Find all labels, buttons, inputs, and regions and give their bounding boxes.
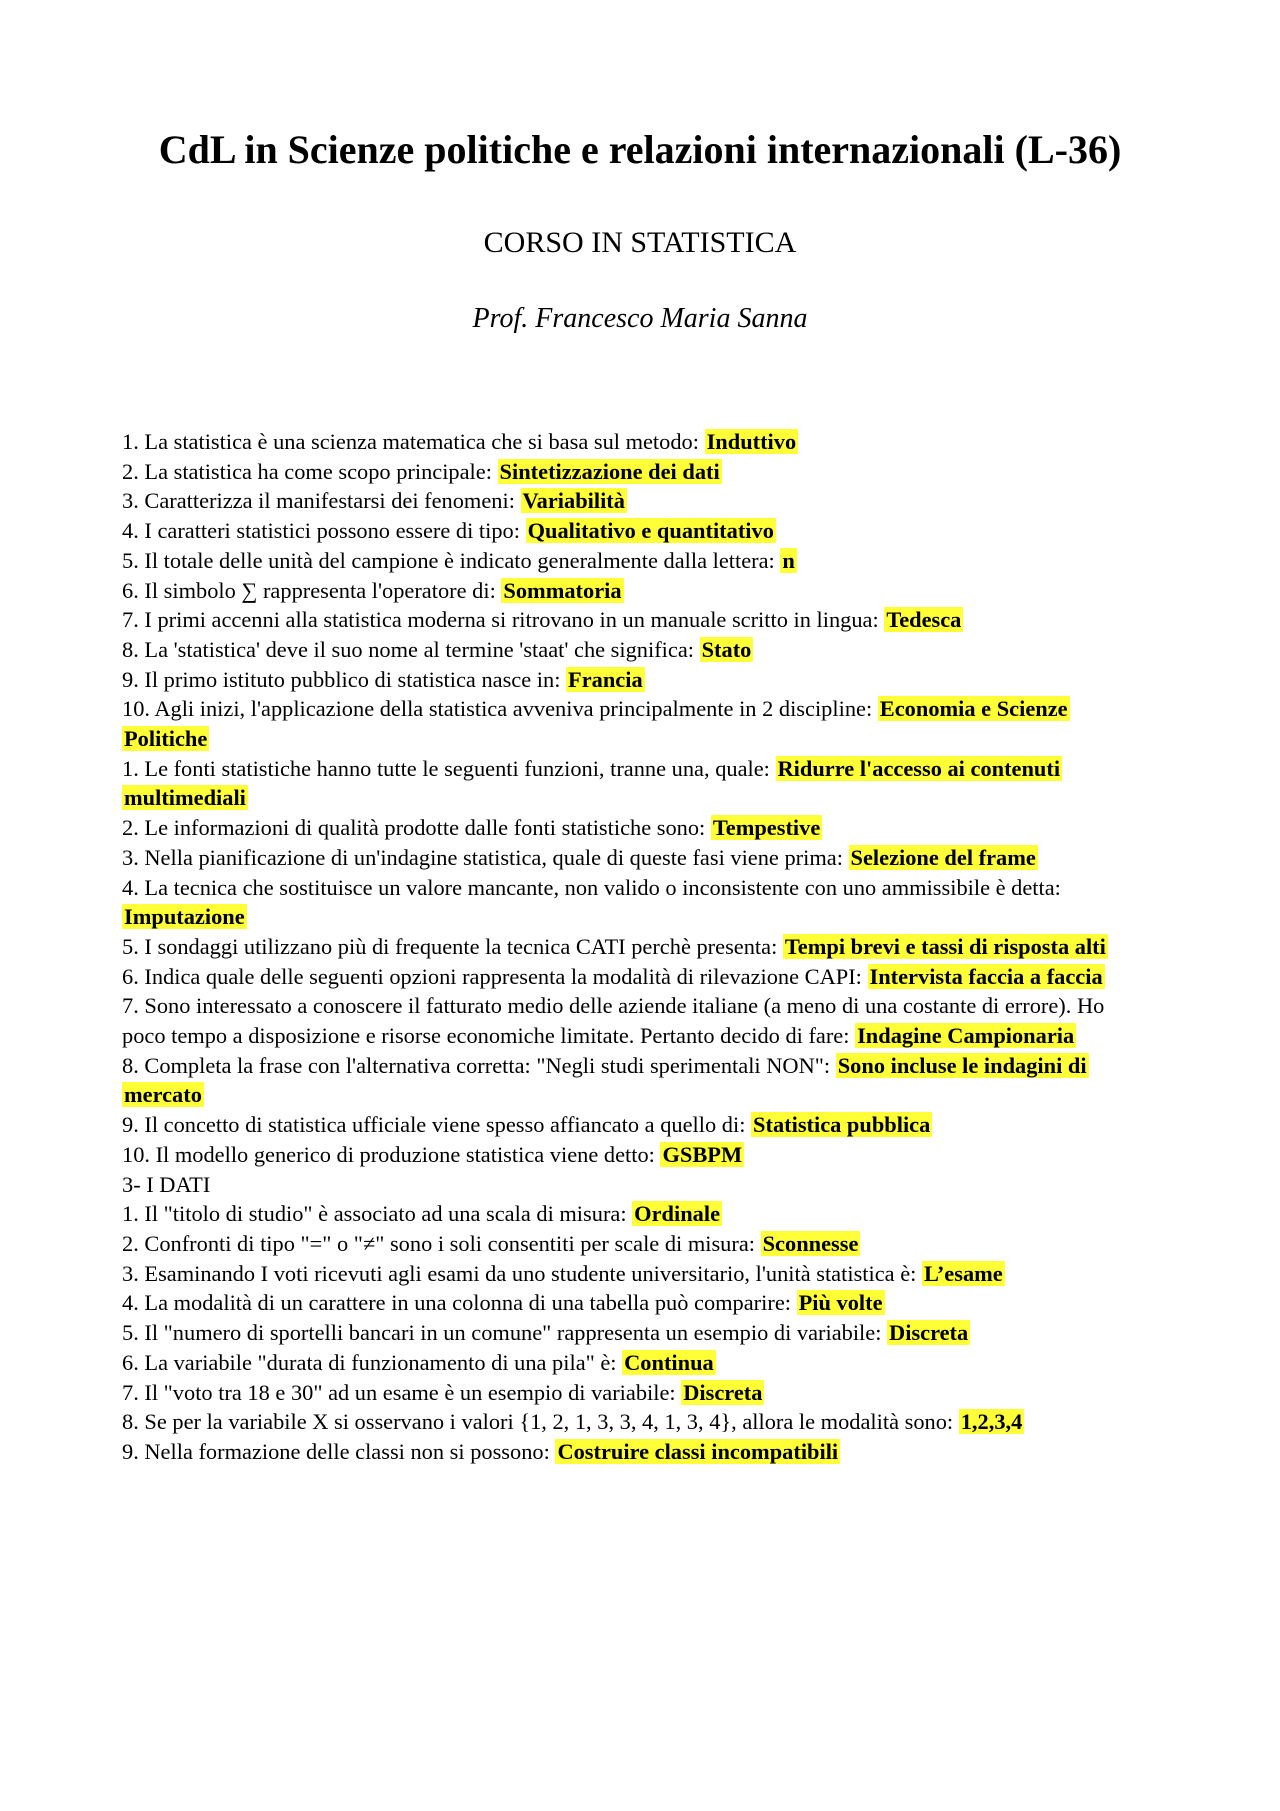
qa-item	[122, 1318, 1132, 1348]
answer-highlight: Intervista faccia a faccia	[869, 963, 1103, 989]
answer-highlight: Imputazione	[124, 904, 245, 930]
question-text: 7. I primi accenni alla statistica moderna si ritrovano in un manuale scritto in lingua:	[122, 607, 879, 633]
answer-highlight: L’esame	[923, 1260, 1003, 1286]
answer-highlight: Sono incluse le indagini di mercato	[124, 1052, 1087, 1108]
answer-highlight: Discreta	[889, 1320, 969, 1346]
question-text: 4. La modalità di un carattere in una colonna di una tabella può comparire:	[122, 1290, 791, 1316]
question-text: 1. Il "titolo di studio" è associato ad una scala di misura:	[122, 1201, 627, 1227]
answer-highlight: Tempi brevi e tassi di risposta alti	[784, 933, 1106, 959]
question-text: 6. Indica quale delle seguenti opzioni rappresenta la modalità di rilevazione CAPI:	[122, 963, 862, 989]
answer-highlight: Più volte	[798, 1290, 883, 1316]
answer-highlight: Sconnesse	[762, 1230, 859, 1256]
question-text: 9. Il concetto di statistica ufficiale viene spesso affiancato a quello di:	[122, 1112, 746, 1138]
answer-highlight: Variabilità	[522, 488, 625, 514]
qa-item	[122, 932, 1132, 962]
qa-item	[122, 1259, 1132, 1289]
question-text: 7. Il "voto tra 18 e 30" ad un esame è un esempio di variabile:	[122, 1379, 676, 1405]
question-text: 10. Agli inizi, l'applicazione della statistica avveniva principalmente in 2 discipline:	[122, 696, 873, 722]
qa-item	[122, 546, 1132, 576]
answer-highlight: Selezione del frame	[850, 844, 1036, 870]
qa-item	[122, 605, 1132, 635]
answer-highlight: GSBPM	[662, 1141, 743, 1167]
qa-item	[122, 813, 1132, 843]
answer-highlight: Ridurre l'accesso ai contenuti multimediali	[124, 755, 1061, 811]
question-text: 5. I sondaggi utilizzano più di frequente la tecnica CATI perchè presenta:	[122, 933, 778, 959]
question-text: 4. I caratteri statistici possono essere di tipo:	[122, 518, 520, 544]
question-text: 4. La tecnica che sostituisce un valore mancante, non valido o inconsistente con uno ammissibile è detta:	[122, 874, 1061, 900]
answer-highlight: n	[782, 547, 795, 573]
qa-item	[122, 843, 1132, 873]
answer-highlight: 1,2,3,4	[960, 1409, 1023, 1435]
qa-item	[122, 427, 1132, 457]
question-text: 1. La statistica è una scienza matematica che si basa sul metodo:	[122, 429, 699, 454]
qa-item	[122, 576, 1132, 606]
qa-item	[122, 1140, 1132, 1170]
qa-item	[122, 486, 1132, 516]
qa-item	[122, 962, 1132, 992]
document-title: CdL in Scienze politiche e relazioni internazionali (L-36)	[158, 127, 1122, 172]
answer-highlight: Statistica pubblica	[753, 1112, 931, 1138]
question-text: 6. Il simbolo ∑ rappresenta l'operatore di:	[122, 577, 496, 603]
qa-item	[122, 1288, 1132, 1318]
question-text: 1. Le fonti statistiche hanno tutte le seguenti funzioni, tranne una, quale:	[122, 755, 770, 781]
qa-item	[122, 1348, 1132, 1378]
answer-highlight: Tedesca	[886, 607, 962, 633]
answer-highlight: Economia e Scienze Politiche	[124, 696, 1068, 752]
answer-highlight: Costruire classi incompatibili	[557, 1438, 839, 1464]
question-text: 8. Completa la frase con l'alternativa corretta: "Negli studi sperimentali NON":	[122, 1052, 831, 1078]
answer-highlight: Francia	[568, 666, 643, 692]
qa-item	[122, 1407, 1132, 1437]
qa-item	[122, 1229, 1132, 1259]
qa-item	[122, 1051, 1132, 1110]
qa-item	[122, 1199, 1132, 1229]
professor-name: Prof. Francesco Maria Sanna	[472, 303, 808, 334]
answer-highlight: Qualitativo e quantitativo	[527, 518, 774, 544]
answer-highlight: Ordinale	[634, 1201, 721, 1227]
question-answer-list	[122, 427, 1132, 1467]
qa-item	[122, 516, 1132, 546]
question-text: 8. Se per la variabile X si osservano i valori {1, 2, 1, 3, 3, 4, 1, 3, 4}, allora le modalità sono:	[122, 1409, 954, 1435]
question-text: 6. La variabile "durata di funzionamento di una pila" è:	[122, 1349, 617, 1375]
answer-highlight: Discreta	[683, 1379, 763, 1405]
answer-highlight: Continua	[624, 1349, 714, 1375]
question-text: 2. Confronti di tipo "=" o "≠" sono i soli consentiti per scale di misura:	[122, 1230, 755, 1256]
answer-highlight: Stato	[701, 636, 752, 662]
question-text: 9. Il primo istituto pubblico di statistica nasce in:	[122, 666, 561, 692]
qa-item	[122, 1437, 1132, 1467]
question-text: 5. Il "numero di sportelli bancari in un comune" rappresenta un esempio di variabile:	[122, 1320, 882, 1346]
qa-item	[122, 754, 1132, 813]
question-text: 8. La 'statistica' deve il suo nome al termine 'staat' che significa:	[122, 636, 694, 662]
qa-item	[122, 1378, 1132, 1408]
qa-item	[122, 665, 1132, 695]
course-title: CORSO IN STATISTICA	[483, 226, 797, 259]
qa-item	[122, 635, 1132, 665]
question-text: 3. Esaminando I voti ricevuti agli esami da uno studente universitario, l'unità statistica è:	[122, 1260, 917, 1286]
qa-item	[122, 991, 1132, 1050]
answer-highlight: Induttivo	[706, 429, 797, 454]
qa-item	[122, 694, 1132, 753]
question-text: 3. Nella pianificazione di un'indagine statistica, quale di queste fasi viene prima:	[122, 844, 843, 870]
question-text: 5. Il totale delle unità del campione è indicato generalmente dalla lettera:	[122, 547, 775, 573]
answer-highlight: Sintetizzazione dei dati	[499, 458, 720, 484]
question-text: 2. Le informazioni di qualità prodotte dalle fonti statistiche sono:	[122, 815, 706, 841]
question-text: 9. Nella formazione delle classi non si possono:	[122, 1438, 550, 1464]
answer-highlight: Tempestive	[712, 815, 821, 841]
question-text: 7. Sono interessato a conoscere il fatturato medio delle aziende italiane (a meno di una costante di errore). Ho poco tempo a disposizione e risorse economiche limitate. Pertanto decido di fare:	[122, 993, 1105, 1049]
question-text: 2. La statistica ha come scopo principale:	[122, 458, 492, 484]
qa-item	[122, 1110, 1132, 1140]
section-heading-dati: 3- I DATI	[122, 1171, 211, 1197]
answer-highlight: Sommatoria	[503, 577, 622, 603]
question-text: 3. Caratterizza il manifestarsi dei fenomeni:	[122, 488, 515, 514]
qa-item	[122, 873, 1132, 932]
answer-highlight: Indagine Campionaria	[857, 1023, 1075, 1049]
qa-item	[122, 457, 1132, 487]
question-text: 10. Il modello generico di produzione statistica viene detto:	[122, 1141, 655, 1167]
